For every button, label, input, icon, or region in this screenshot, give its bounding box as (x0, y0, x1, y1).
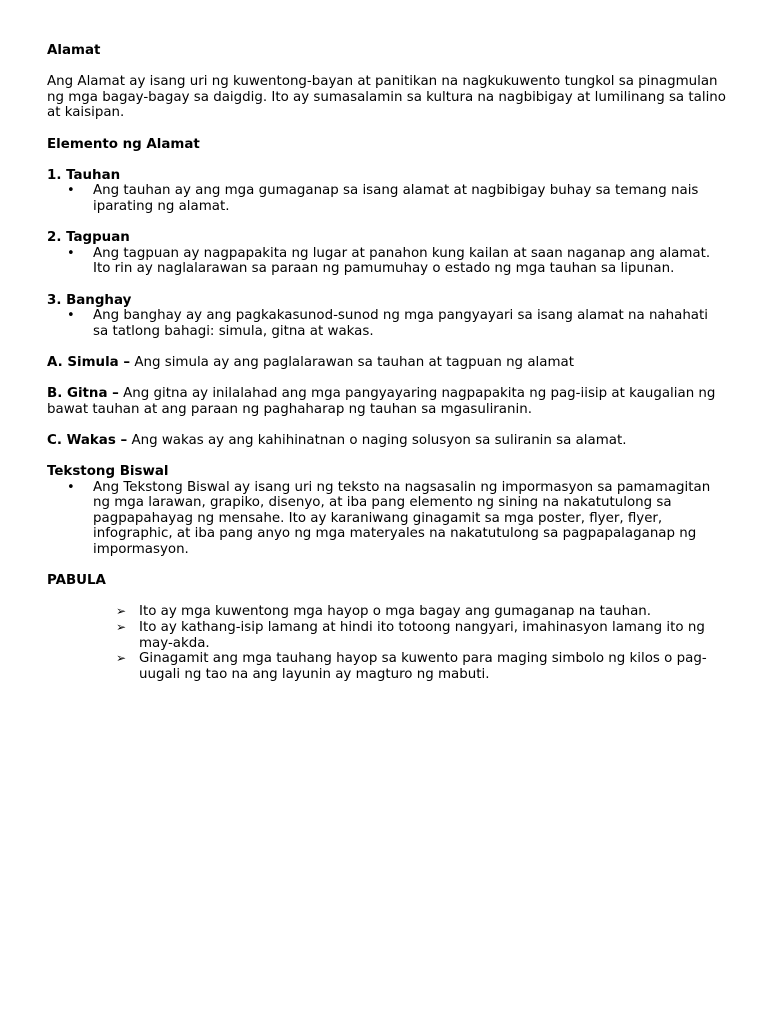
list-item: • Ang banghay ay ang pagkakasunod-sunod ng mga pangyayari sa isang alamat na nahahati sa tatlong bahagi: simula, gitna at wakas. (67, 308, 708, 339)
element-heading-tagpuan: 2. Tagpuan (47, 230, 130, 246)
part-wakas: C. Wakas – Ang wakas ay ang kahihinatnan o naging solusyon sa suliranin sa alamat. (47, 432, 627, 448)
pabula-list (47, 604, 727, 682)
element-heading-banghay: 3. Banghay (47, 292, 132, 308)
arrowhead-bullet-icon: ➢ (116, 651, 127, 666)
element-list-banghay (47, 308, 727, 339)
tekstong-biswal-list (47, 480, 727, 558)
bullet-dot-icon: • (67, 308, 75, 324)
intro-paragraph: Ang Alamat ay isang uri ng kuwentong-bayan at panitikan na nagkukuwento tungkol sa pinagmulan ng mga bagay-bagay sa daigdig. Ito ay sumasalamin sa kultura na nagbibigay at lumilinang sa talino at kaisipan. (47, 74, 726, 121)
document-page (47, 43, 727, 682)
part-simula: A. Simula – Ang simula ay ang paglalarawan sa tauhan at tagpuan ng alamat (47, 354, 574, 370)
part-gitna: B. Gitna – Ang gitna ay inilalahad ang mga pangyayaring nagpapakita ng pag-iisip at kaugalian ng bawat tauhan at ang paraan ng paghaharap ng tauhan sa mgasuliranin. (47, 386, 716, 417)
element-list-tagpuan (47, 246, 727, 277)
element-list-tauhan (47, 183, 727, 214)
bullet-dot-icon: • (67, 479, 75, 495)
list-item: • Ang tagpuan ay nagpapakita ng lugar at panahon kung kailan at saan naganap ang alamat. Ito rin ay naglalarawan sa paraan ng pamumuhay o estado ng mga tauhan sa lipunan. (67, 245, 711, 277)
element-heading-tauhan: 1. Tauhan (47, 167, 121, 183)
bullet-dot-icon: • (67, 183, 75, 199)
list-item: ➢ Ginagamit ang mga tauhang hayop sa kuwento para maging simbolo ng kilos o pag-uugali ng tao na ang layunin ay magturo ng mabuti. (116, 651, 707, 682)
bullet-dot-icon: • (67, 245, 75, 261)
list-item: • Ang tauhan ay ang mga gumaganap sa isang alamat at nagbibigay buhay sa temang nais iparating ng alamat. (67, 183, 699, 214)
list-item: • Ang Tekstong Biswal ay isang uri ng teksto na nagsasalin ng impormasyon sa pamamagitan ng mga larawan, grapiko, disenyo, at iba pang elemento ng sining na nakatutulong sa pagpapahayag ng mensahe. Ito ay karaniwang ginagamit sa mga poster, flyer, flyer, infographic, at iba pang anyo ng mga materyales na nakatutulong sa pagpapalaganap ng impormasyon. (67, 479, 711, 557)
list-item: ➢ Ito ay kathang-isip lamang at hindi ito totoong nangyari, imahinasyon lamang ito ng may-akda. (116, 619, 705, 651)
tekstong-biswal-heading: Tekstong Biswal (47, 464, 169, 480)
doc-title: Alamat (47, 43, 101, 58)
arrowhead-bullet-icon: ➢ (116, 604, 127, 619)
list-item: ➢ Ito ay mga kuwentong mga hayop o mga bagay ang gumaganap na tauhan. (116, 604, 652, 620)
elements-heading: Elemento ng Alamat (47, 136, 200, 152)
arrowhead-bullet-icon: ➢ (116, 619, 127, 634)
pabula-heading: PABULA (47, 573, 106, 589)
